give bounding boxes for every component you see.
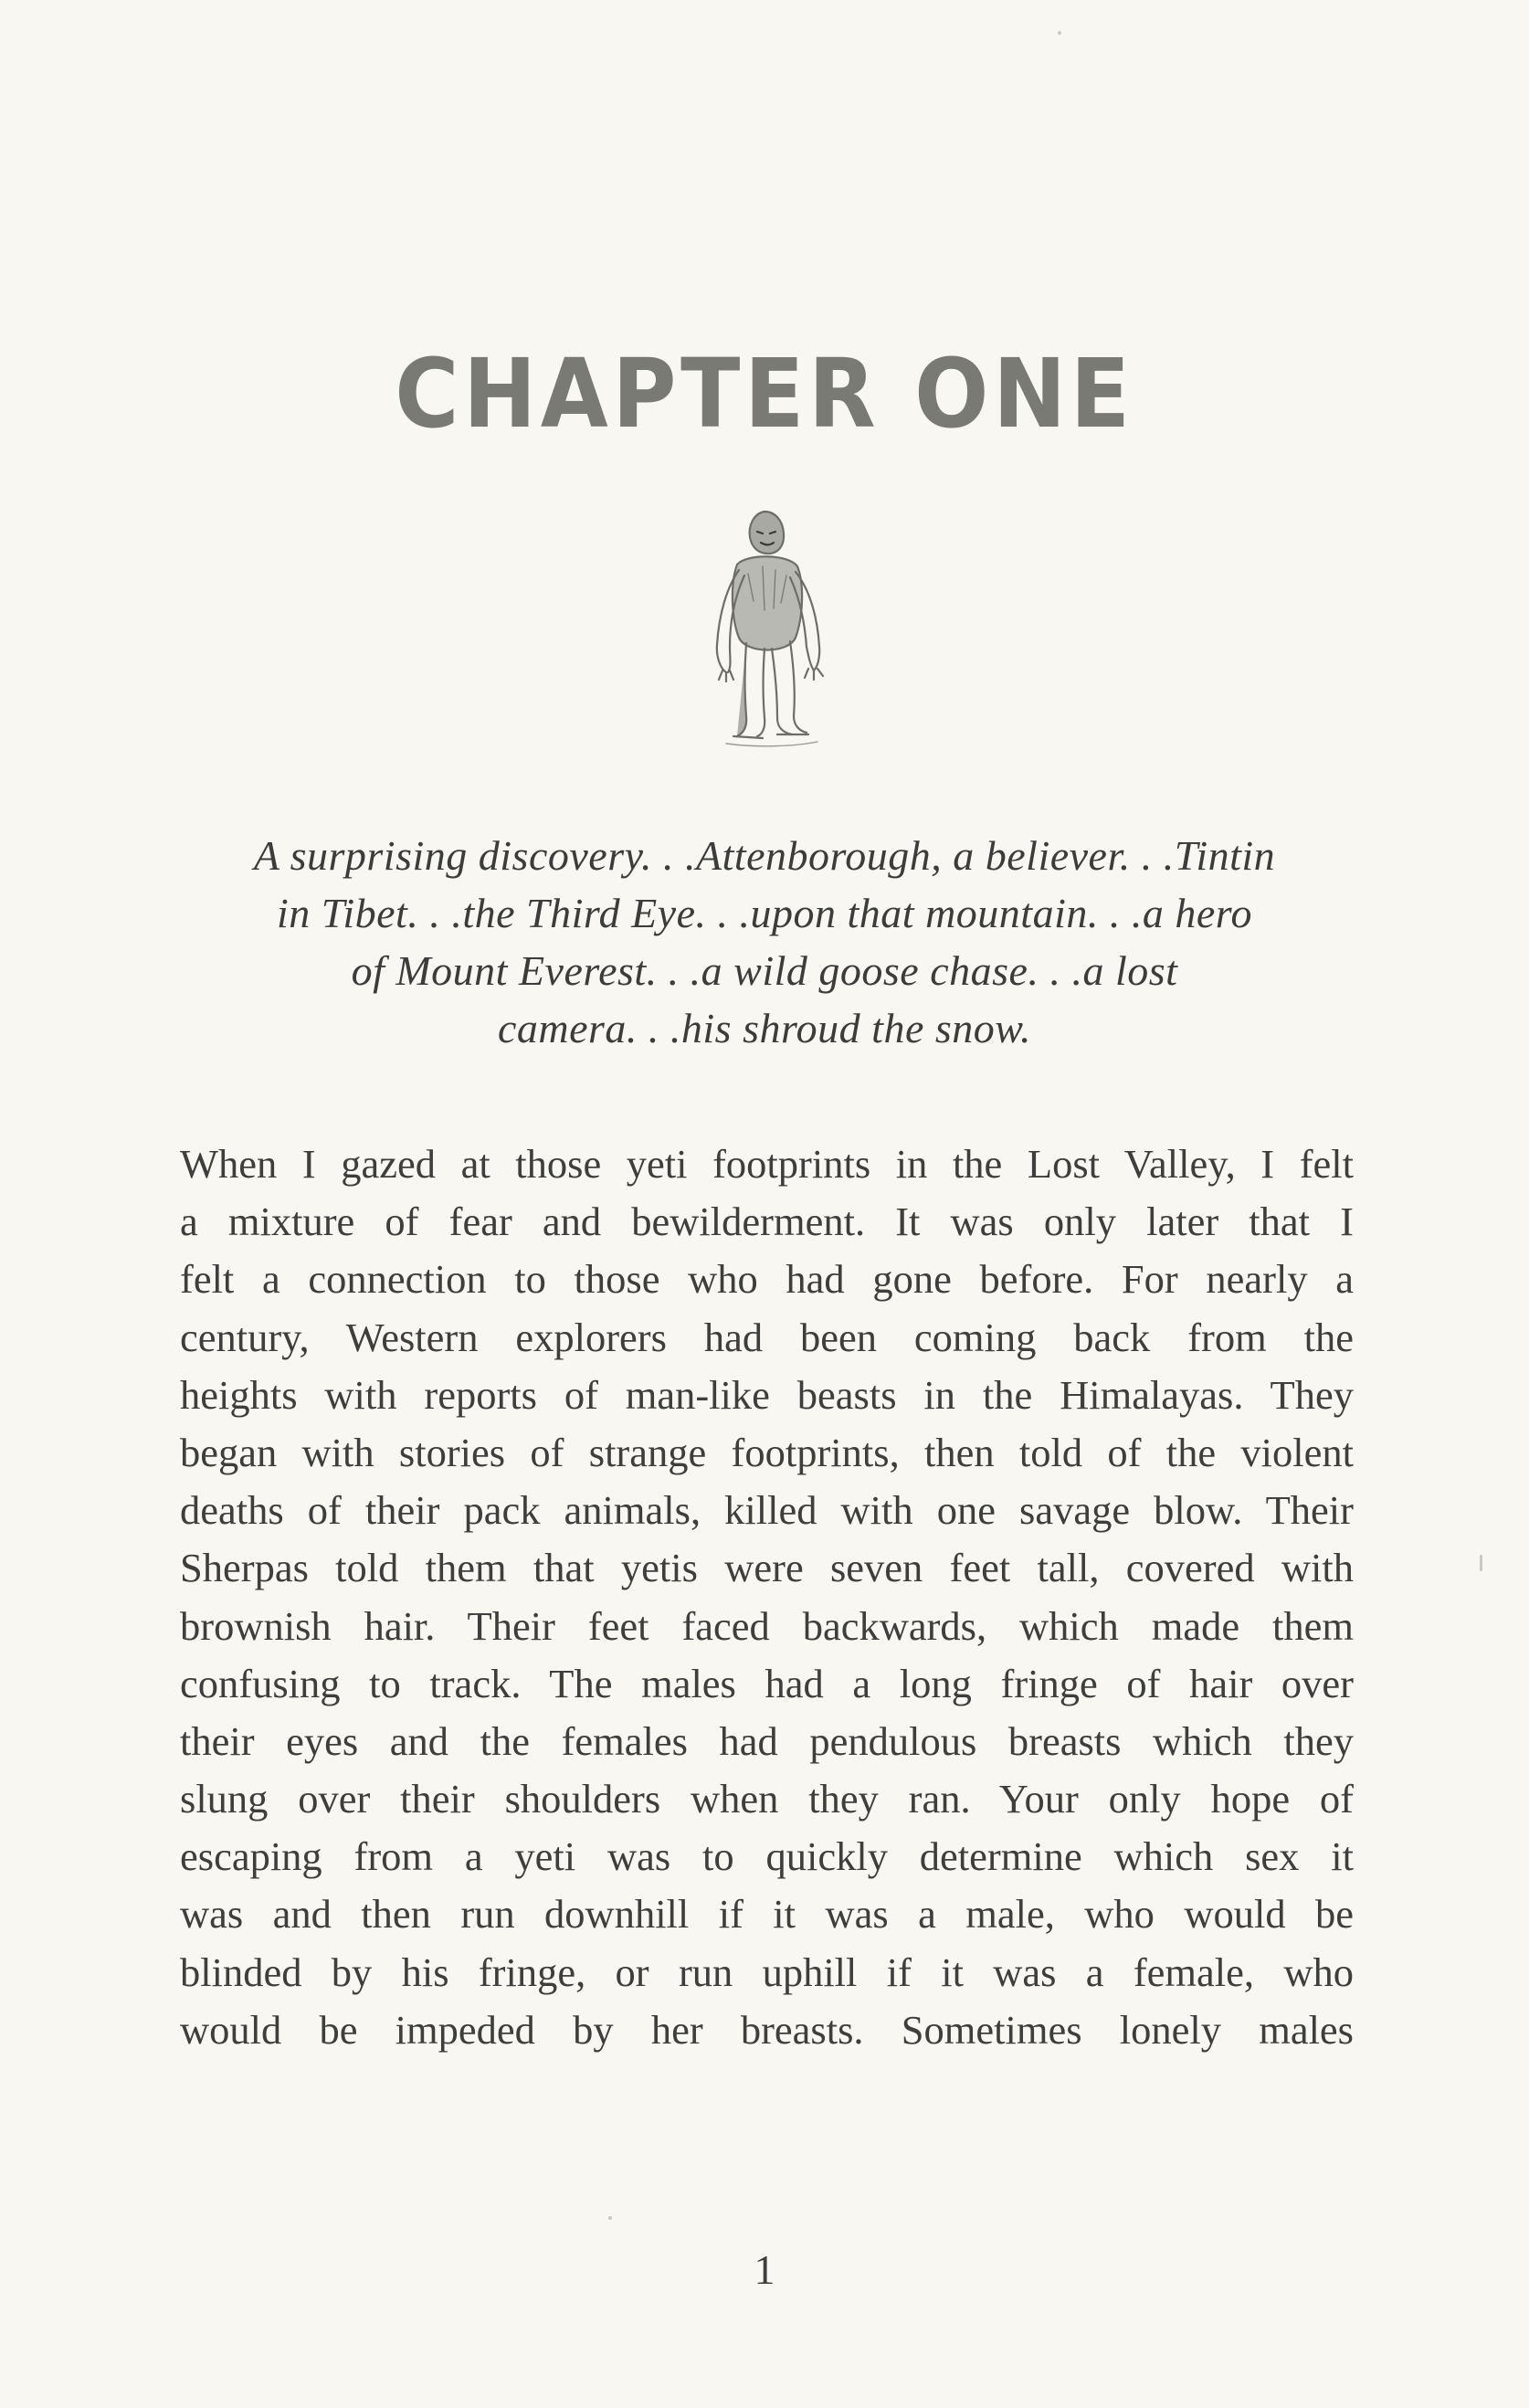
body-line: felt a connection to those who had gone before. For nearly a: [180, 1256, 1354, 1303]
body-line: confusing to track. The males had a long fringe of hair over: [180, 1660, 1354, 1706]
body-line: deaths of their pack animals, killed with one savage blow. Their: [180, 1487, 1354, 1534]
epigraph-line: in Tibet. . .the Third Eye. . .upon that mountain. . .a hero: [277, 890, 1252, 936]
scan-speck: [608, 2216, 612, 2220]
scan-speck: [1480, 1555, 1482, 1571]
body-line: heights with reports of man-like beasts in the Himalayas. They: [180, 1371, 1354, 1418]
body-line: was and then run downhill if it was a male, who would be: [180, 1891, 1354, 1938]
body-line: their eyes and the females had pendulous breasts which they: [180, 1717, 1354, 1764]
body-line: a mixture of fear and bewilderment. It was only later that I: [180, 1199, 1354, 1245]
body-line: would be impeded by her breasts. Sometimes lonely males: [180, 2006, 1354, 2053]
body-line: blinded by his fringe, or run uphill if it was a female, who: [180, 1949, 1354, 1995]
body-line: slung over their shoulders when they ran. Your only hope of: [180, 1776, 1354, 1822]
yeti-illustration-icon: [680, 501, 854, 756]
page-number: 1: [754, 2246, 775, 2293]
body-line: Sherpas told them that yetis were seven feet tall, covered with: [180, 1545, 1354, 1591]
epigraph-line: of Mount Everest. . .a wild goose chase. . .a lost: [351, 947, 1178, 994]
body-line: When I gazed at those yeti footprints in the Lost Valley, I felt: [180, 1141, 1354, 1187]
epigraph-line: camera. . .his shroud the snow.: [497, 1005, 1032, 1051]
epigraph-line: A surprising discovery. . .Attenborough, a believer. . .Tintin: [253, 832, 1276, 879]
body-line: escaping from a yeti was to quickly determine which sex it: [180, 1833, 1354, 1880]
scan-speck: [1058, 31, 1061, 35]
chapter-title: CHAPTER ONE: [395, 338, 1134, 449]
body-line: brownish hair. Their feet faced backwards, which made them: [180, 1602, 1354, 1649]
chapter-epigraph: [174, 827, 1355, 1057]
body-line: began with stories of strange footprints, then told of the violent: [180, 1429, 1354, 1475]
body-line: century, Western explorers had been coming back from the: [180, 1314, 1354, 1360]
body-paragraph: [180, 1135, 1354, 2059]
